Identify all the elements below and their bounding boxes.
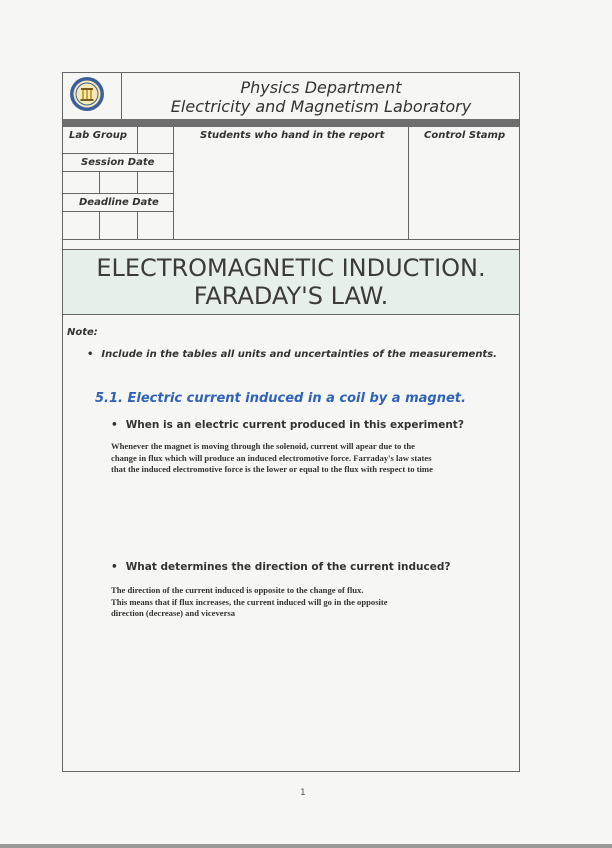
info-grid: [63, 127, 519, 240]
experiment-title-box: [63, 249, 519, 315]
header-divider-band: [63, 119, 519, 127]
department-title: [123, 78, 519, 116]
grid-line: [137, 171, 138, 193]
grid-line: [137, 127, 138, 153]
note-item: [87, 349, 497, 360]
grid-line: [137, 211, 138, 239]
grid-line: [173, 127, 174, 239]
grid-line: [99, 171, 100, 193]
question-2-text: What determines the direction of the current induced?: [125, 561, 451, 573]
question-1-text: When is an electric current produced in this experiment?: [125, 419, 464, 431]
note-label: Note:: [67, 327, 98, 338]
university-seal-icon: [69, 76, 105, 112]
answer-2-line: This means that if flux increases, the current induced will go in the opposite: [111, 596, 388, 607]
grid-line: [408, 127, 409, 239]
laboratory-name: Electricity and Magnetism Laboratory: [170, 97, 472, 116]
answer-2-line: The direction of the current induced is opposite to the change of flux.: [111, 585, 364, 595]
question-1: [111, 419, 464, 431]
note-item-text: Include in the tables all units and uncertainties of the measurements.: [101, 349, 497, 360]
answer-2-line: direction (decrease) and viceversa: [111, 608, 236, 619]
lab-group-label: Lab Group: [69, 130, 128, 141]
section-heading: 5.1. Electric current induced in a coil by a magnet.: [95, 391, 466, 406]
grid-line: [99, 211, 100, 239]
report-header: [63, 73, 519, 120]
question-2: [111, 561, 450, 573]
deadline-date-label: Deadline Date: [79, 197, 159, 208]
department-name: Physics Department: [240, 78, 402, 97]
bullet-icon: •: [111, 419, 118, 431]
answer-2: [111, 585, 441, 620]
page-number: 1: [300, 788, 306, 798]
grid-line: [63, 153, 173, 154]
title-line-1: ELECTROMAGNETIC INDUCTION.: [96, 254, 486, 282]
lab-report-frame: [62, 72, 520, 772]
scan-edge-bar: [0, 844, 612, 848]
students-label: Students who hand in the report: [200, 130, 385, 141]
grid-line: [63, 193, 173, 194]
logo-cell: [63, 73, 122, 119]
session-date-label: Session Date: [81, 157, 155, 168]
answer-1: Whenever the magnet is moving through the solenoid, current will apear due to the change in flux which will produce an induced electromotive force. Farraday's law states that the induced electromotive force is the lower or equal to the flux with respect to time: [111, 441, 433, 475]
bullet-icon: •: [87, 349, 94, 360]
bullet-icon: •: [111, 561, 118, 573]
title-line-2: FARADAY'S LAW.: [193, 282, 389, 310]
control-stamp-label: Control Stamp: [424, 130, 506, 141]
grid-line: [63, 171, 173, 172]
grid-line: [63, 211, 173, 212]
experiment-title: [63, 250, 519, 310]
